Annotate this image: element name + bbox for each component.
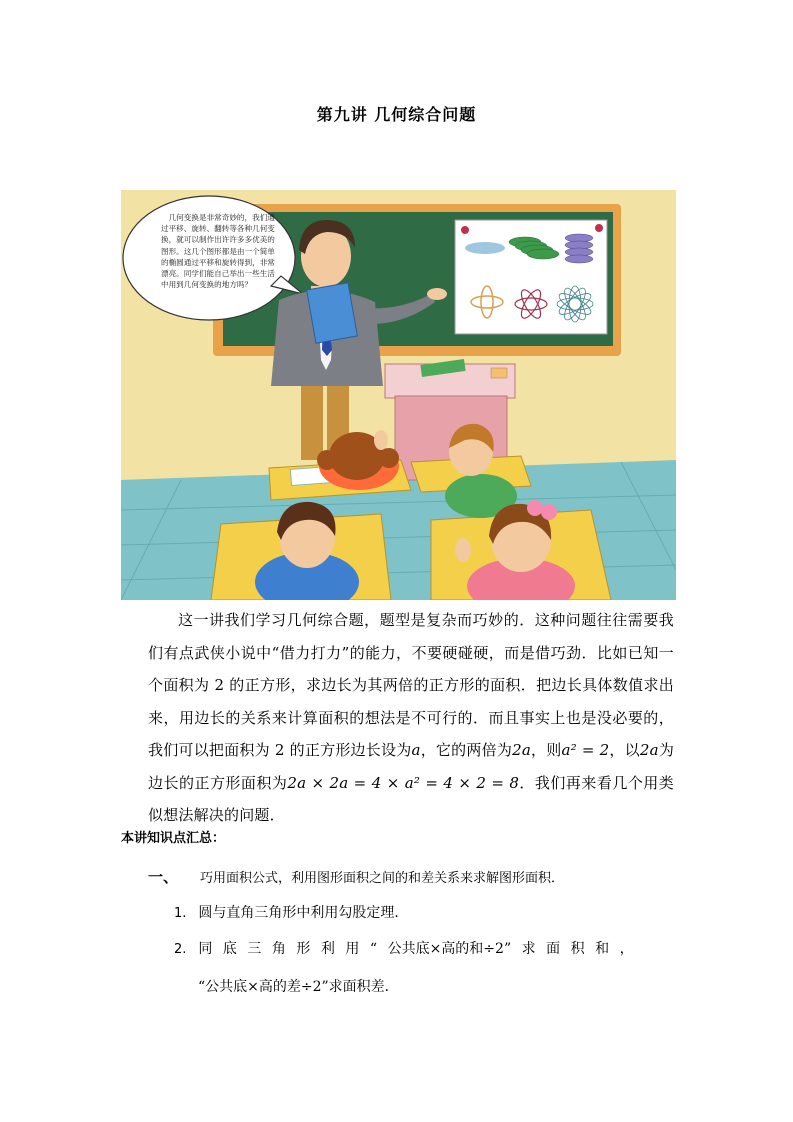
page-title: 第九讲 几何综合问题	[316, 105, 477, 124]
item-text: 圆与直角三角形中利用勾股定理．	[198, 905, 409, 921]
point-text: 巧用面积公式，利用图形面积之间的和差关系来求解图形面积．	[200, 871, 565, 886]
speech-bubble-text: 几何变换是非常奇妙的，我们通过平移、旋转、翻转等各种几何变换，就可以制作出许许多多优美的图形。这几个图形都是由一个简单的椭圆通过平移和旋转得到，非常漂亮。同学们能自己举出一些生活中用到几何变换的地方吗？	[161, 213, 275, 290]
classroom-illustration	[121, 190, 676, 600]
equation-area: 2a × 2a = 4 × a² = 4 × 2 = 8	[287, 773, 520, 792]
ellipse-shape	[465, 242, 505, 254]
summary-heading: 本讲知识点汇总：	[121, 831, 226, 846]
knowledge-point-1	[148, 866, 564, 887]
item-number: 1.	[174, 906, 187, 921]
equation-a-squared: a² = 2	[561, 741, 610, 759]
list-item-continuation: “公共底×高的差÷2”求面积差．	[198, 979, 399, 995]
intro-paragraph: 这一讲我们学习几何综合题，题型是复杂而巧妙的．这种问题往往需要我们有点武侠小说中“借力打力”的能力，不要硬碰硬，而是借巧劲．比如已知一个面积为 2 的正方形，求边长为其两倍的正方形的面积．把边长具体数值求出来，用边长的关系来计算面积的想法是不可行的．而且事实上也是没必要的，我们可以把面积为 2 的正方形边长设为a，它的两倍为2a，则a² = 2，以2a为边长的正方形面积为2a × 2a = 4 × a² = 4 × 2 = 8．我们再来看几个用类似想法解决的问题．	[148, 611, 675, 824]
list-item: 2. 同底三角形利用“公共底×高的和÷2”求面积和，	[174, 941, 645, 957]
list-item	[174, 902, 408, 922]
point-number: 一、	[148, 868, 179, 886]
expression-2a: 2a	[512, 741, 531, 759]
item-number: 2.	[174, 942, 187, 957]
variable-a: a	[411, 741, 421, 759]
